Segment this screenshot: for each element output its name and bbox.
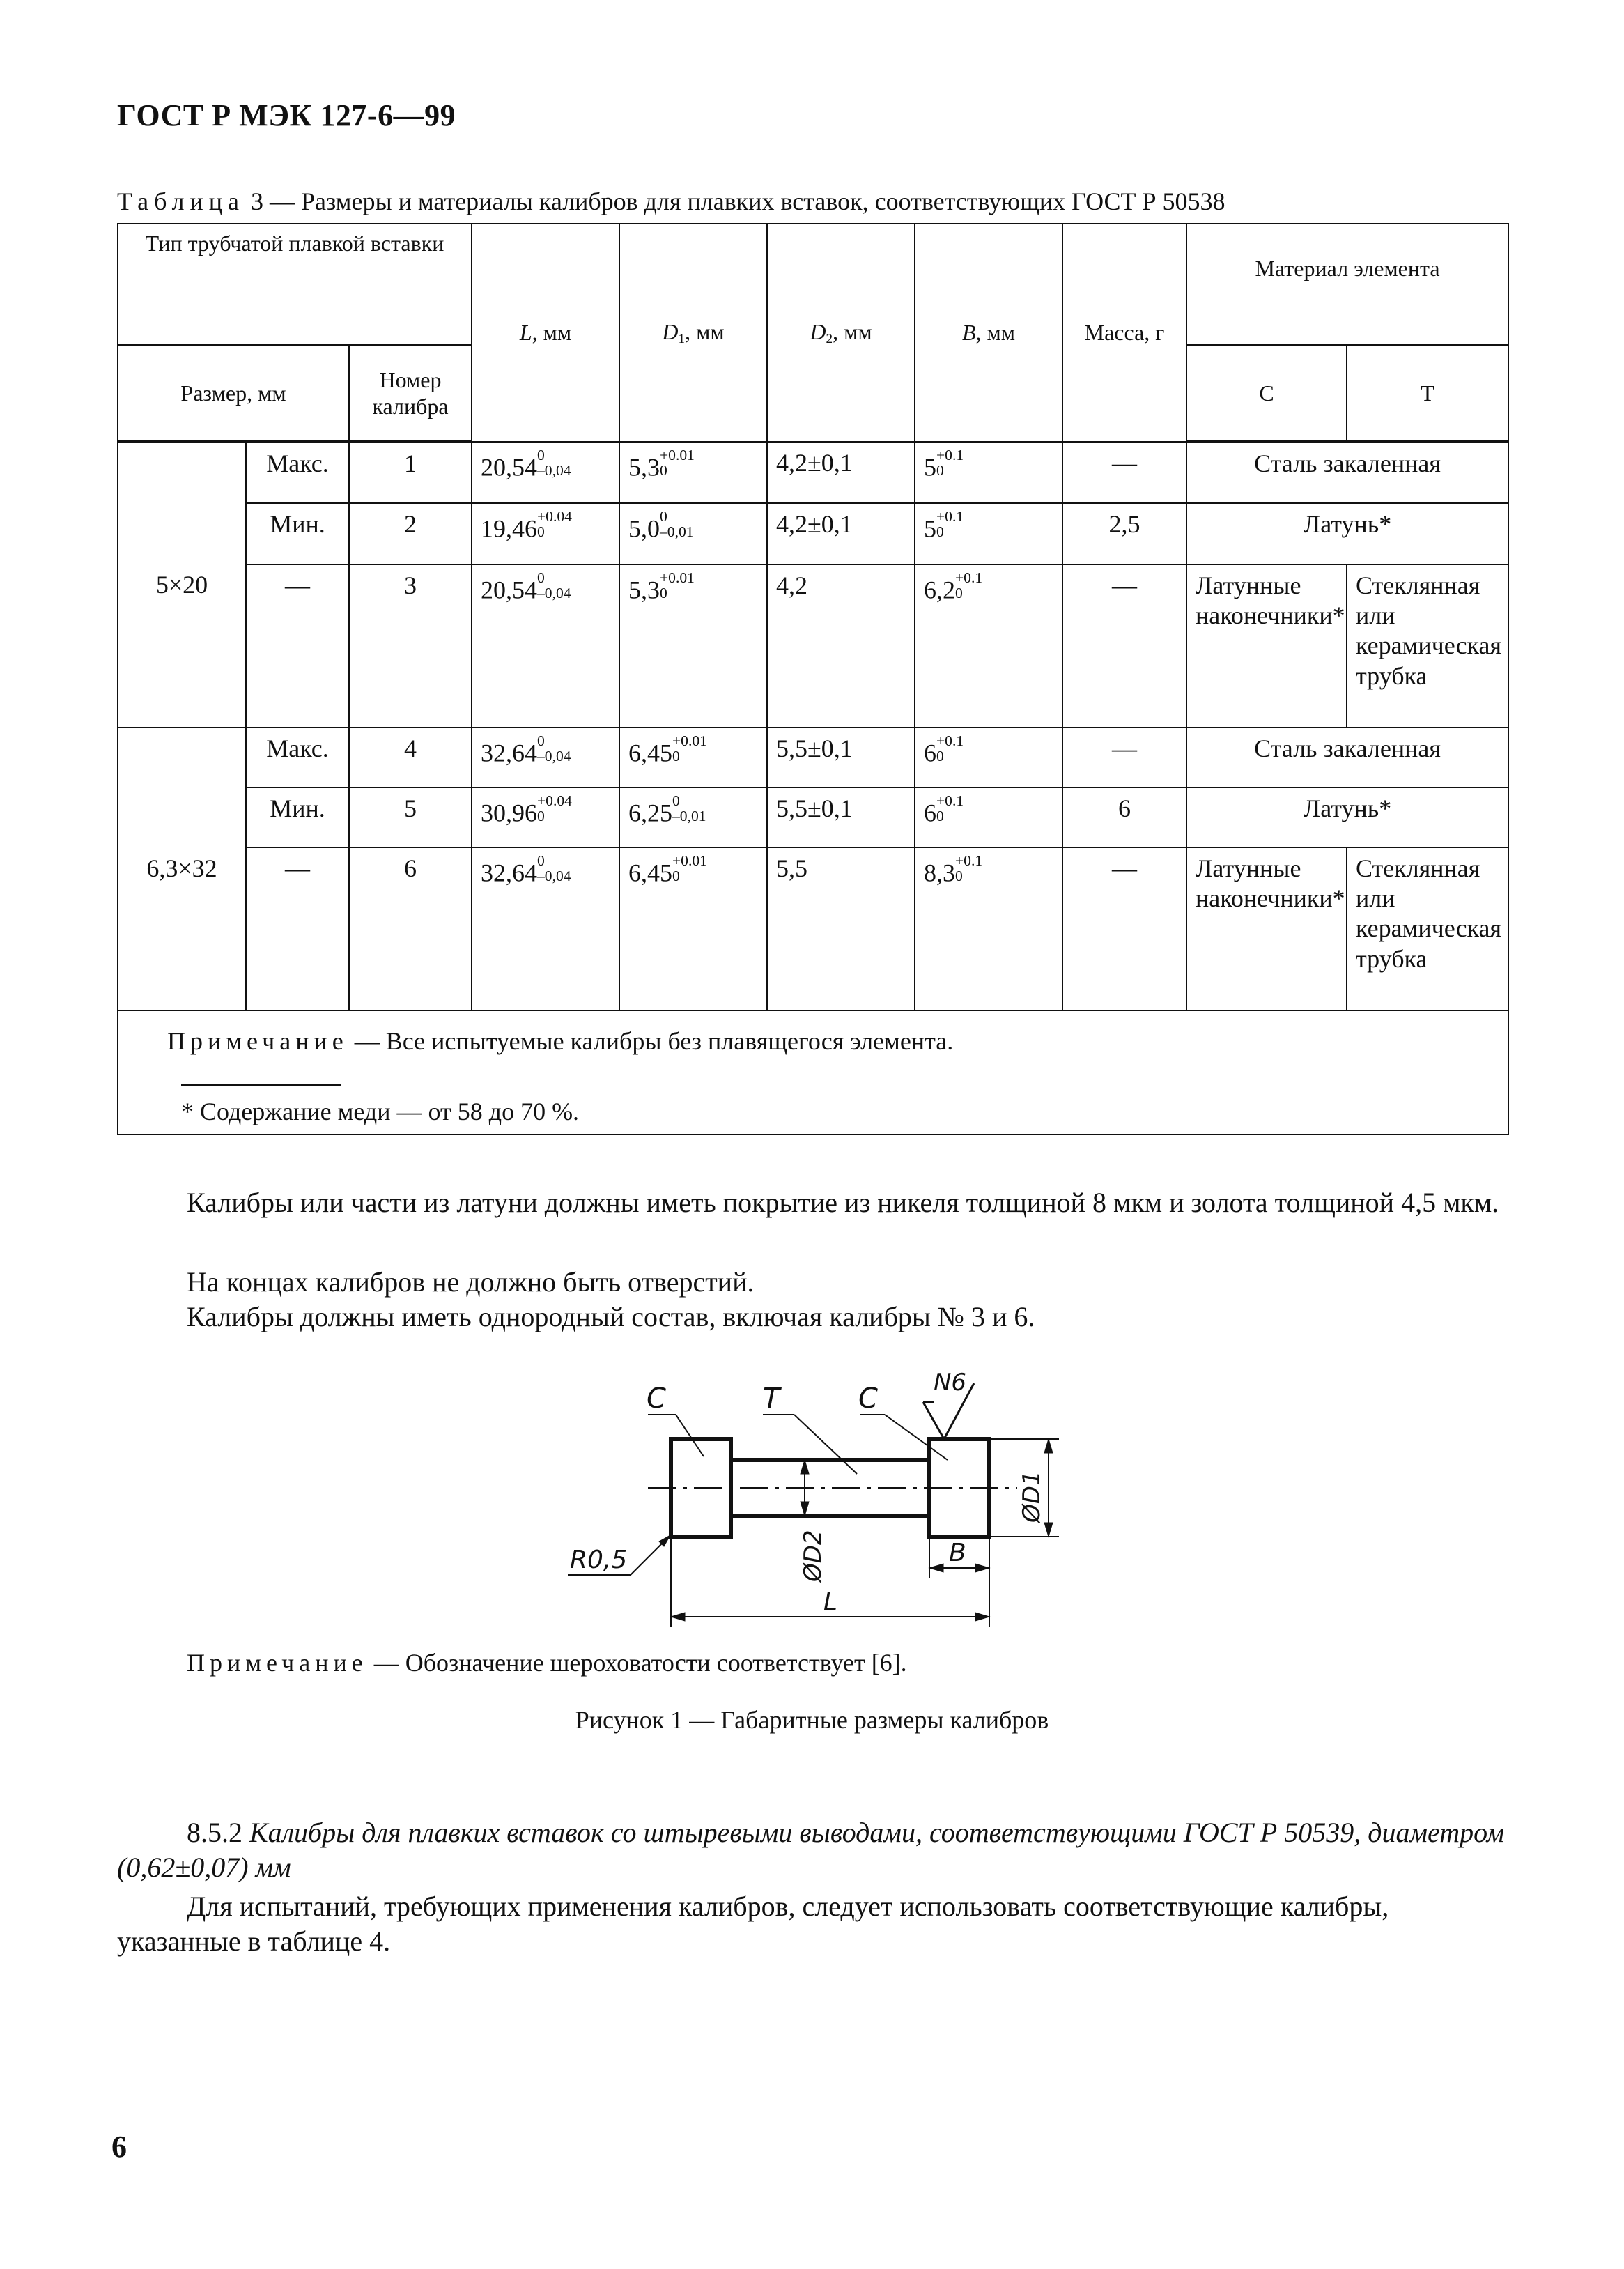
- table-caption-text: 3 — Размеры и материалы калибров для плавких вставок, соответствующих ГОСТ Р 50538: [244, 187, 1225, 215]
- header-material: Материал элемента: [1186, 224, 1508, 345]
- label-d1: ØD1: [1018, 1470, 1046, 1523]
- mass-cell: —: [1062, 847, 1186, 1010]
- label-t: T: [763, 1383, 780, 1415]
- mass-cell: —: [1062, 564, 1186, 728]
- material-cell: Сталь закаленная: [1186, 442, 1508, 503]
- figure-note-text: — Обозначение шероховатости соответствует [6].: [367, 1649, 907, 1677]
- header-mat-t: Т: [1347, 345, 1508, 442]
- table-caption-label: Таблица: [117, 187, 245, 215]
- label-l: L: [823, 1587, 838, 1616]
- header-B: B, мм: [915, 224, 1062, 442]
- kind-cell: —: [246, 564, 349, 728]
- gauge-no-cell: 3: [349, 564, 472, 728]
- header-mass: Масса, г: [1062, 224, 1186, 442]
- size-cell: 5×20: [118, 442, 246, 728]
- B-cell: 6 +0.1 0: [915, 728, 1062, 787]
- D1-cell: 5,3 +0.01 0: [619, 442, 767, 503]
- material-cell: Сталь закаленная: [1186, 728, 1508, 787]
- kind-cell: —: [246, 847, 349, 1010]
- header-mat-c: С: [1186, 345, 1347, 442]
- header-gauge-no: Номер калибра: [349, 345, 472, 442]
- material-cell: Латунь*: [1186, 503, 1508, 564]
- header-D2: $D_2$, мм: [767, 224, 915, 442]
- gauge-no-cell: 4: [349, 728, 472, 787]
- D1-cell: 6,45 +0.01 0: [619, 728, 767, 787]
- D2-cell: 5,5: [767, 847, 915, 1010]
- table-note: [118, 1010, 1508, 1134]
- mass-cell: —: [1062, 728, 1186, 787]
- gauge-no-cell: 5: [349, 787, 472, 847]
- B-cell: 6 +0.1 0: [915, 787, 1062, 847]
- table-row: [118, 728, 1508, 787]
- figure-note: [187, 1648, 907, 1677]
- gauge-table: [117, 223, 1509, 1135]
- table-caption: [117, 187, 1225, 216]
- section-title: Калибры для плавких вставок со штыревыми выводами, соответствующими ГОСТ Р 50539, диаметром (0,62±0,07) мм: [117, 1817, 1505, 1883]
- header-L: L, мм: [472, 224, 619, 442]
- gauge-no-cell: 1: [349, 442, 472, 503]
- B-cell: 8,3 +0.1 0: [915, 847, 1062, 1010]
- header-type: Тип трубчатой плавкой вставки: [118, 224, 472, 345]
- table-row: [118, 442, 1508, 503]
- table-row: [118, 564, 1508, 728]
- mass-cell: 6: [1062, 787, 1186, 847]
- header-D1: $D_1$, мм: [619, 224, 767, 442]
- paragraph-homogeneous: Калибры должны иметь однородный состав, включая калибры № 3 и 6.: [187, 1301, 1035, 1332]
- table-row: [118, 787, 1508, 847]
- L-cell: 30,96 +0.04 0: [472, 787, 619, 847]
- label-d2: ØD2: [799, 1530, 827, 1582]
- kind-cell: Макс.: [246, 442, 349, 503]
- leader-c-left: [676, 1415, 704, 1456]
- D2-cell: 4,2±0,1: [767, 442, 915, 503]
- footnote-divider: [181, 1084, 341, 1086]
- kind-cell: Макс.: [246, 728, 349, 787]
- D1-cell: 6,25 0 –0,01: [619, 787, 767, 847]
- mass-cell: —: [1062, 442, 1186, 503]
- gauge-drawing: [543, 1359, 1087, 1638]
- figure-caption: Рисунок 1 — Габаритные размеры калибров: [575, 1706, 1049, 1734]
- table-row: [118, 503, 1508, 564]
- D2-cell: 5,5±0,1: [767, 728, 915, 787]
- L-cell: 32,64 0 –0,04: [472, 847, 619, 1010]
- table-note-text: — Все испытуемые калибры без плавящегося элемента.: [348, 1027, 954, 1055]
- table-footnote: * Содержание меди — от 58 до 70 %.: [181, 1098, 580, 1126]
- section-body: Для испытаний, требующих применения калибров, следует использовать соответствующие калибры, указанные в таблице 4.: [117, 1891, 1389, 1957]
- D1-cell: 5,3 +0.01 0: [619, 564, 767, 728]
- paragraph-coating: Калибры или части из латуни должны иметь покрытие из никеля толщиной 8 мкм и золота толщиной 4,5 мкм.: [187, 1187, 1499, 1218]
- mass-cell: 2,5: [1062, 503, 1186, 564]
- section-number: 8.5.2: [187, 1817, 242, 1848]
- label-c-right: C: [858, 1383, 878, 1415]
- kind-cell: Мин.: [246, 787, 349, 847]
- size-cell: 6,3×32: [118, 728, 246, 1010]
- label-b: B: [949, 1539, 966, 1567]
- gauge-no-cell: 6: [349, 847, 472, 1010]
- figure-note-label: Примечание: [187, 1649, 368, 1677]
- document-header: ГОСТ Р МЭК 127-6—99: [117, 98, 456, 132]
- label-r: R0,5: [570, 1546, 628, 1574]
- L-cell: 20,54 0 –0,04: [472, 564, 619, 728]
- B-cell: 5 +0.1 0: [915, 442, 1062, 503]
- material-t-cell: Стеклянная или керамическая трубка: [1347, 564, 1508, 728]
- kind-cell: Мин.: [246, 503, 349, 564]
- label-n6: N6: [934, 1369, 967, 1397]
- gauge-no-cell: 2: [349, 503, 472, 564]
- material-cell: Латунь*: [1186, 787, 1508, 847]
- D2-cell: 5,5±0,1: [767, 787, 915, 847]
- page-number: 6: [111, 2130, 127, 2164]
- label-c-left: C: [647, 1383, 666, 1415]
- paragraph-no-holes: На концах калибров не должно быть отверстий.: [187, 1266, 755, 1298]
- table-note-label: Примечание: [167, 1027, 348, 1055]
- B-cell: 5 +0.1 0: [915, 503, 1062, 564]
- header-size: Размер, мм: [118, 345, 349, 442]
- L-cell: 32,64 0 –0,04: [472, 728, 619, 787]
- section-8-5-2: [117, 1815, 1510, 1959]
- D1-cell: 5,0 0 –0,01: [619, 503, 767, 564]
- D1-cell: 6,45 +0.01 0: [619, 847, 767, 1010]
- D2-cell: 4,2±0,1: [767, 503, 915, 564]
- material-t-cell: Стеклянная или керамическая трубка: [1347, 847, 1508, 1010]
- B-cell: 6,2 +0.1 0: [915, 564, 1062, 728]
- L-cell: 20,54 0 –0,04: [472, 442, 619, 503]
- material-c-cell: Латунные наконечники*: [1186, 847, 1347, 1010]
- D2-cell: 4,2: [767, 564, 915, 728]
- table-row: [118, 847, 1508, 1010]
- material-c-cell: Латунные наконечники*: [1186, 564, 1347, 728]
- L-cell: 19,46 +0.04 0: [472, 503, 619, 564]
